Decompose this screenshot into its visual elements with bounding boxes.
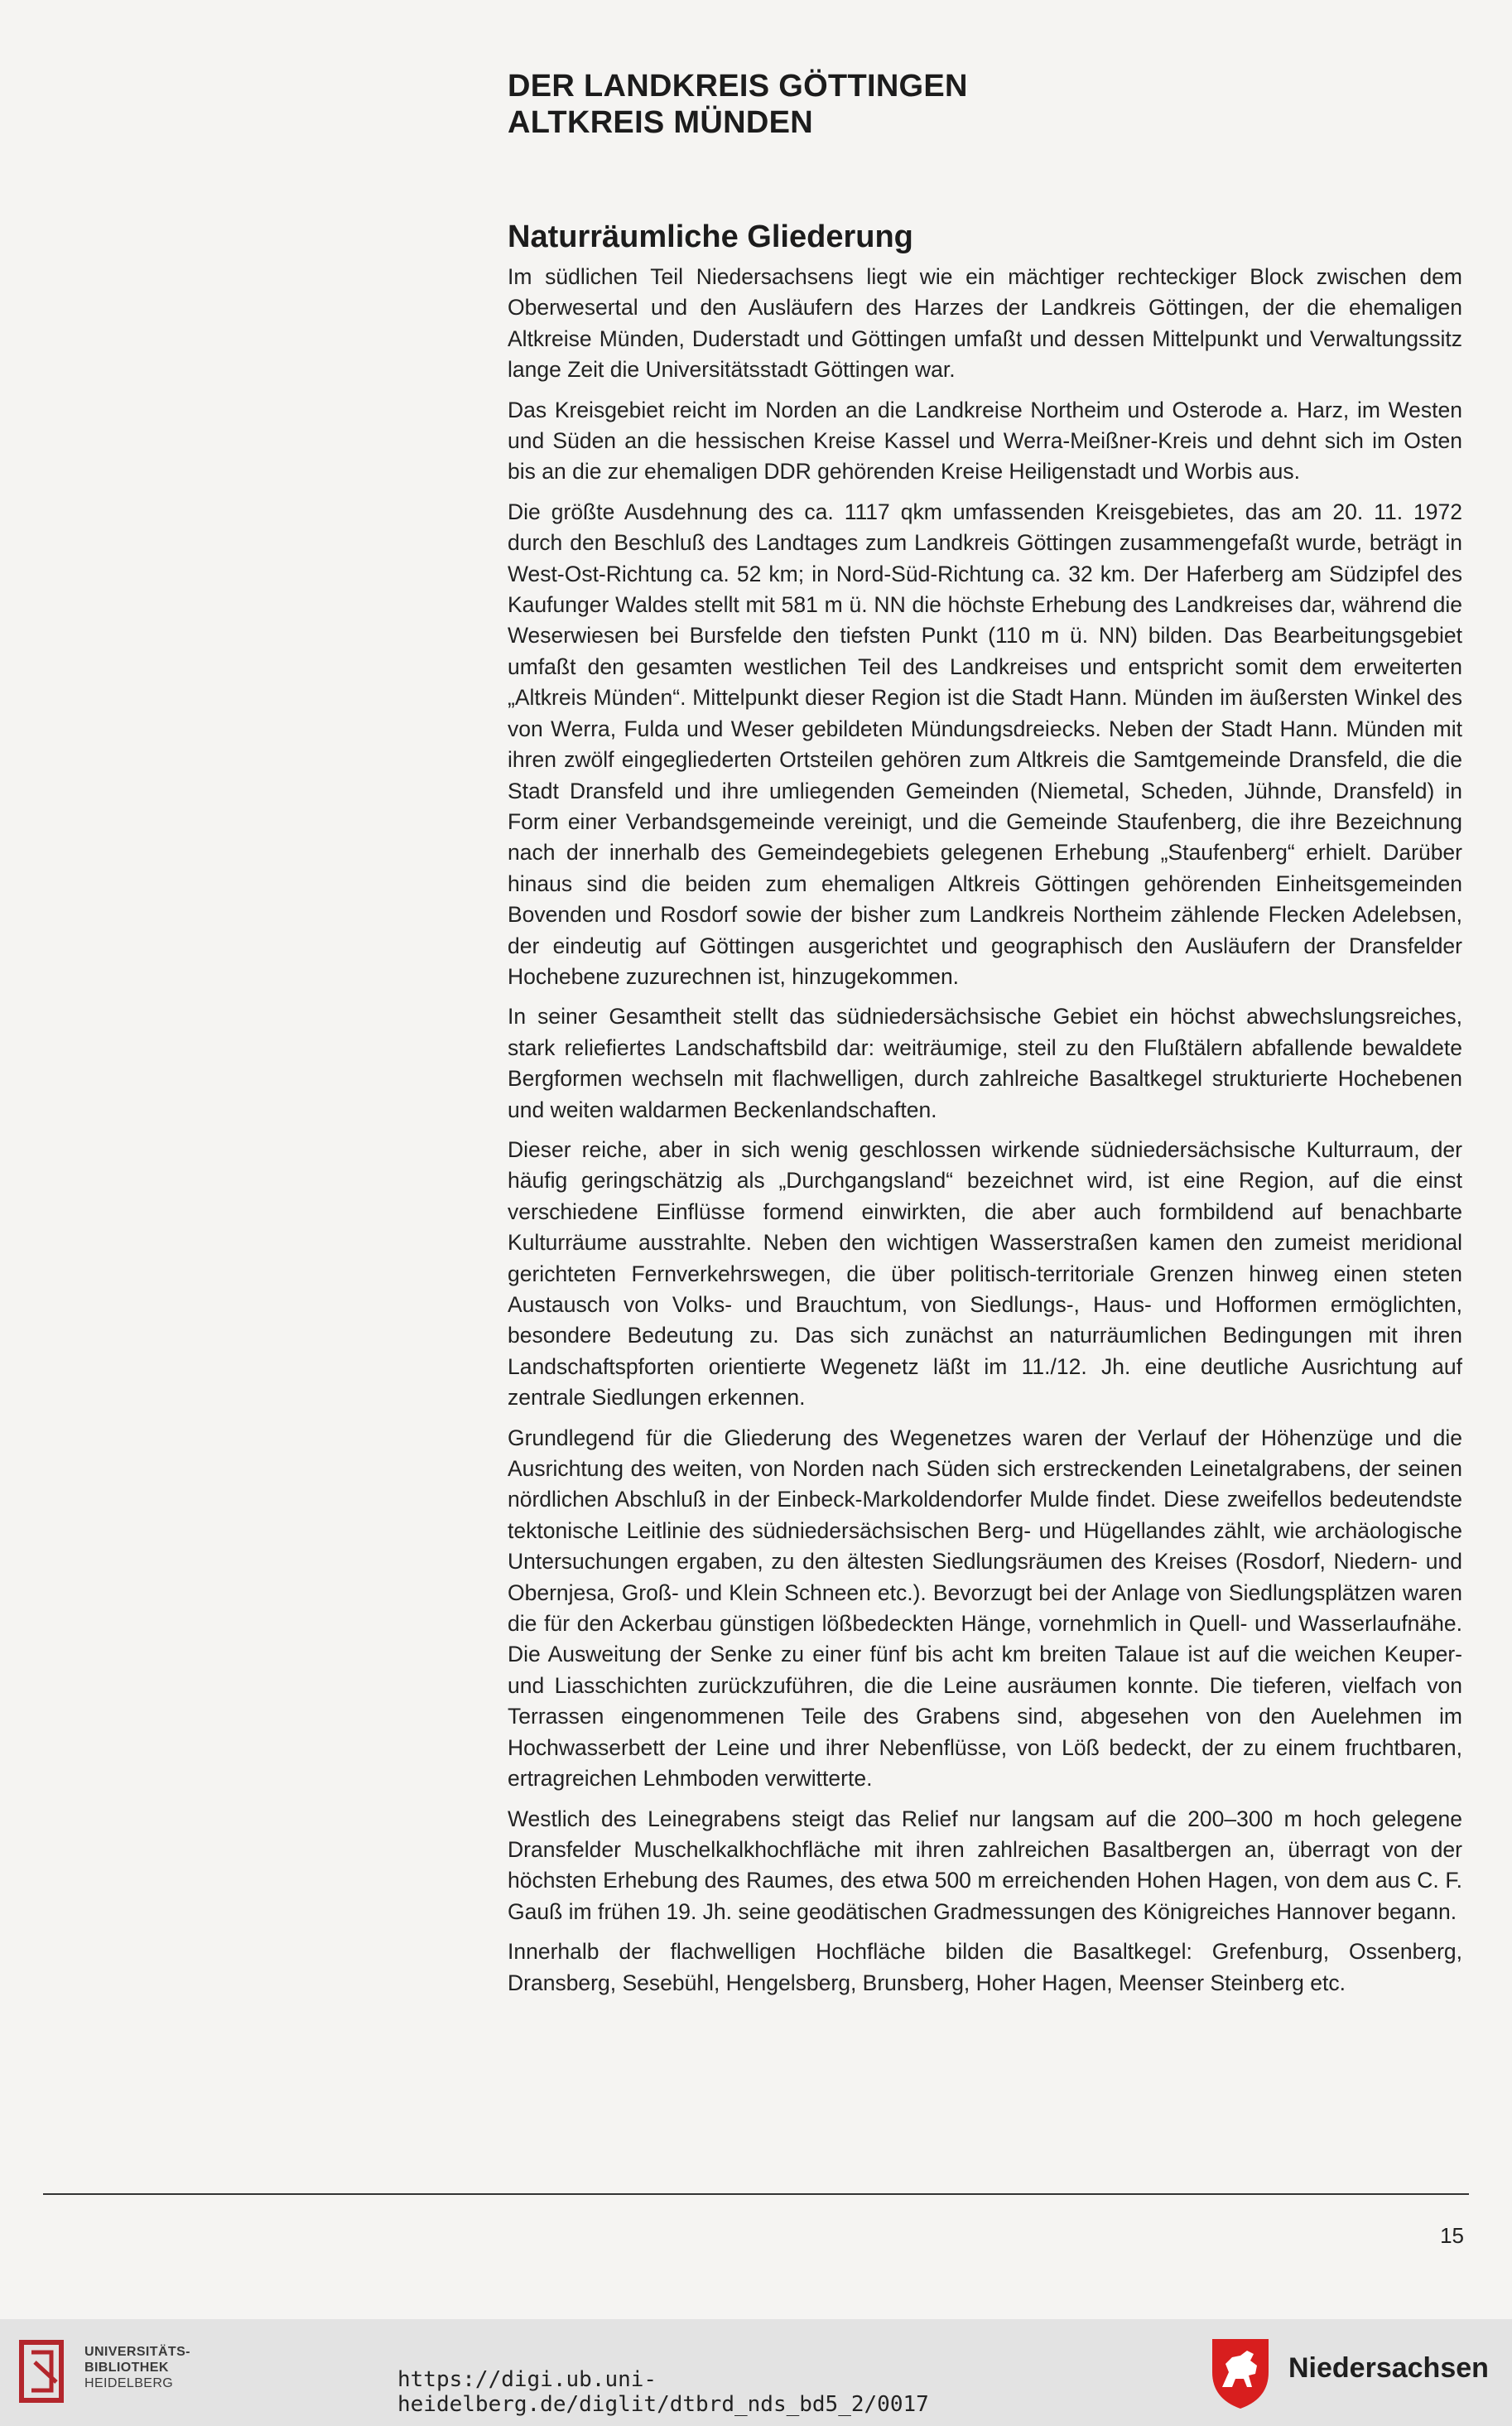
state-name[interactable]: Niedersachsen — [1288, 2352, 1489, 2384]
paragraph: Die größte Ausdehnung des ca. 1117 qkm umfassenden Kreisgebietes, das am 20. 11. 1972 durch den Beschluß des Landtages zum Landkreis Göttingen zusammengefaßt wurde, beträgt in West-Ost-Richtung ca. 52 km; in Nord-Süd-Richtung ca. 32 km. Der Haferberg am Südzipfel des Kaufunger Waldes stellt mit 581 m ü. NN die höchste Erhebung des Landkreises dar, während die Weserwiesen bei Bursfelde den tiefsten Punkt (110 m ü. NN) bilden. Das Bearbeitungsgebiet umfaßt den gesamten westlichen Teil des Landkreises und entspricht somit dem erweiterten „Altkreis Münden“. Mittelpunkt dieser Region ist die Stadt Hann. Münden im äußersten Winkel des von Werra, Fulda und Weser gebildeten Mündungsdreiecks. Neben der Stadt Hann. Münden mit ihren zwölf eingegliederten Ortsteilen gehören zum Altkreis die Samtgemeinde Dransfeld, die die Stadt Dransfeld und ihre umliegenden Gemeinden (Niemetal, Scheden, Jühnde, Dransfeld) in Form einer Verbandsgemeinde vereinigt, und die Gemeinde Staufenberg, die ihre Bezeichnung nach der innerhalb des Gemeindegebiets gelegenen Erhebung „Staufenberg“ erhielt. Darüber hinaus sind die beiden zum ehemaligen Altkreis Göttingen gehörenden Einheitsgemeinden Bovenden und Rosdorf sowie der bisher zum Landkreis Northeim zählende Flecken Adelebsen, der eindeutig auf Göttingen ausgerichtet und geographisch den Ausläufern der Dransfelder Hochebene zuzurechnen ist, hinzugekommen. — [508, 499, 1462, 989]
paragraph: Grundlegend für die Gliederung des Wegenetzes waren der Verlauf der Höhenzüge und die Ausrichtung des weiten, von Norden nach Süden sich erstreckenden Leinetalgrabens, der seinen nördlichen Abschluß in der Einbeck-Markoldendorfer Mulde findet. Diese zweifellos bedeutendste tektonische Leitlinie des südniedersächsischen Berg- und Hügellandes zählt, wie archäologische Untersuchungen ergaben, zu den ältesten Siedlungsräumen des Kreises (Rosdorf, Niedern- und Obernjesa, Groß- und Klein Schneen etc.). Bevorzugt bei der Anlage von Siedlungsplätzen waren die für den Ackerbau günstigen lößbedeckten Hänge, vornehmlich in Quell- und Wasserlaufnähe. Die Ausweitung der Senke zu einer fünf bis acht km breiten Talaue ist auf die weichen Keuper- und Liasschichten zurückzuführen, die die Leine ausräumen konnte. Die tieferen, vielfach von Terrassen eingenommenen Teile des Grabens sind, abgesehen von den Auelehmen im Hochwasserbett der Leine und ihrer Nebenflüsse, von Löß bedeckt, der zu einem fruchtbaren, ertragreichen Lehmboden verwitterte. — [508, 1425, 1462, 1792]
footer-rule — [43, 2193, 1469, 2195]
body-text — [508, 262, 1462, 2008]
document-url[interactable]: https://digi.ub.uni-heidelberg.de/diglit/dtbrd_nds_bd5_2/0017 — [397, 2367, 929, 2417]
page-heading — [508, 68, 968, 141]
paragraph: Dieser reiche, aber in sich wenig geschlossen wirkende südniedersächsische Kulturraum, der häufig geringschätzig als „Durchgangsland“ bezeichnet wird, ist eine Region, auf die einst verschiedene Einflüsse formend einwirkten, die aber auch formbildend auf benachbarte Kulturräume ausstrahlte. Neben den wichtigen Wasserstraßen kamen den zumeist meridional gerichteten Fernverkehrswegen, die über politisch-territoriale Grenzen hinweg einen steten Austausch von Volks- und Brauchtum, von Siedlungs-, Haus- und Hofformen ermöglichten, besondere Bedeutung zu. Das sich zunächst an naturräumlichen Bedingungen mit ihren Landschaftspforten orientierte Wegenetz läßt im 11./12. Jh. eine deutliche Ausrichtung auf zentrale Siedlungen erkennen. — [508, 1136, 1462, 1411]
institution-line-2: BIBLIOTHEK — [84, 2361, 169, 2375]
paragraph: In seiner Gesamtheit stellt das südniedersächsische Gebiet ein höchst abwechslungsreiches, stark reliefiertes Landschaftsbild dar: weiträumige, steil zu den Flußtälern abfallende bewaldete Bergformen wechseln mit flachwelligen, durch zahlreiche Basaltkegel strukturierte Hochebenen und weiten waldarmen Beckenlandschaften. — [508, 1004, 1462, 1122]
institution-line-1: UNIVERSITÄTS- — [84, 2345, 190, 2359]
paragraph: Im südlichen Teil Niedersachsens liegt wie ein mächtiger rechteckiger Block zwischen dem Oberwesertal und den Ausläufern des Harzes der Landkreis Göttingen, der die ehemaligen Altkreise Münden, Duderstadt und Göttingen umfaßt und dessen Mittelpunkt und Verwaltungssitz lange Zeit die Universitätsstadt Göttingen war. — [508, 264, 1462, 383]
paragraph: Innerhalb der flachwelligen Hochfläche bilden die Basaltkegel: Grefenburg, Ossenberg, Dransberg, Sesebühl, Hengelsberg, Brunsberg, Hoher Hagen, Meenser Steinberg etc. — [508, 1939, 1462, 1995]
paragraph: Westlich des Leinegrabens steigt das Relief nur langsam auf die 200–300 m hoch gelegene Dransfelder Muschelkalkhochfläche mit ihren zahlreichen Basaltbergen an, überragt von der höchsten Erhebung des Raumes, des etwa 500 m erreichenden Hohen Hagen, von dem aus C. F. Gauß im frühen 19. Jh. seine geodätischen Gradmessungen des Königreiches Hannover begann. — [508, 1806, 1462, 1924]
section-title: Naturräumliche Gliederung — [508, 219, 913, 254]
paragraph: Das Kreisgebiet reicht im Norden an die Landkreise Northeim und Osterode a. Harz, im Westen und Süden an die hessischen Kreise Kassel und Werra-Meißner-Kreis und dehnt sich im Osten bis an die zur ehemaligen DDR gehörenden Kreise Heiligenstadt und Worbis aus. — [508, 397, 1462, 485]
institution-line-3: HEIDELBERG — [84, 2376, 174, 2390]
heading-line-1: DER LANDKREIS GÖTTINGEN — [508, 69, 968, 104]
university-library-name[interactable] — [84, 2344, 190, 2391]
page-number: 15 — [1440, 2223, 1464, 2248]
niedersachsen-coat-of-arms-icon[interactable] — [1207, 2336, 1274, 2410]
heading-line-2: ALTKREIS MÜNDEN — [508, 105, 814, 140]
university-library-logo-icon[interactable] — [17, 2334, 75, 2410]
